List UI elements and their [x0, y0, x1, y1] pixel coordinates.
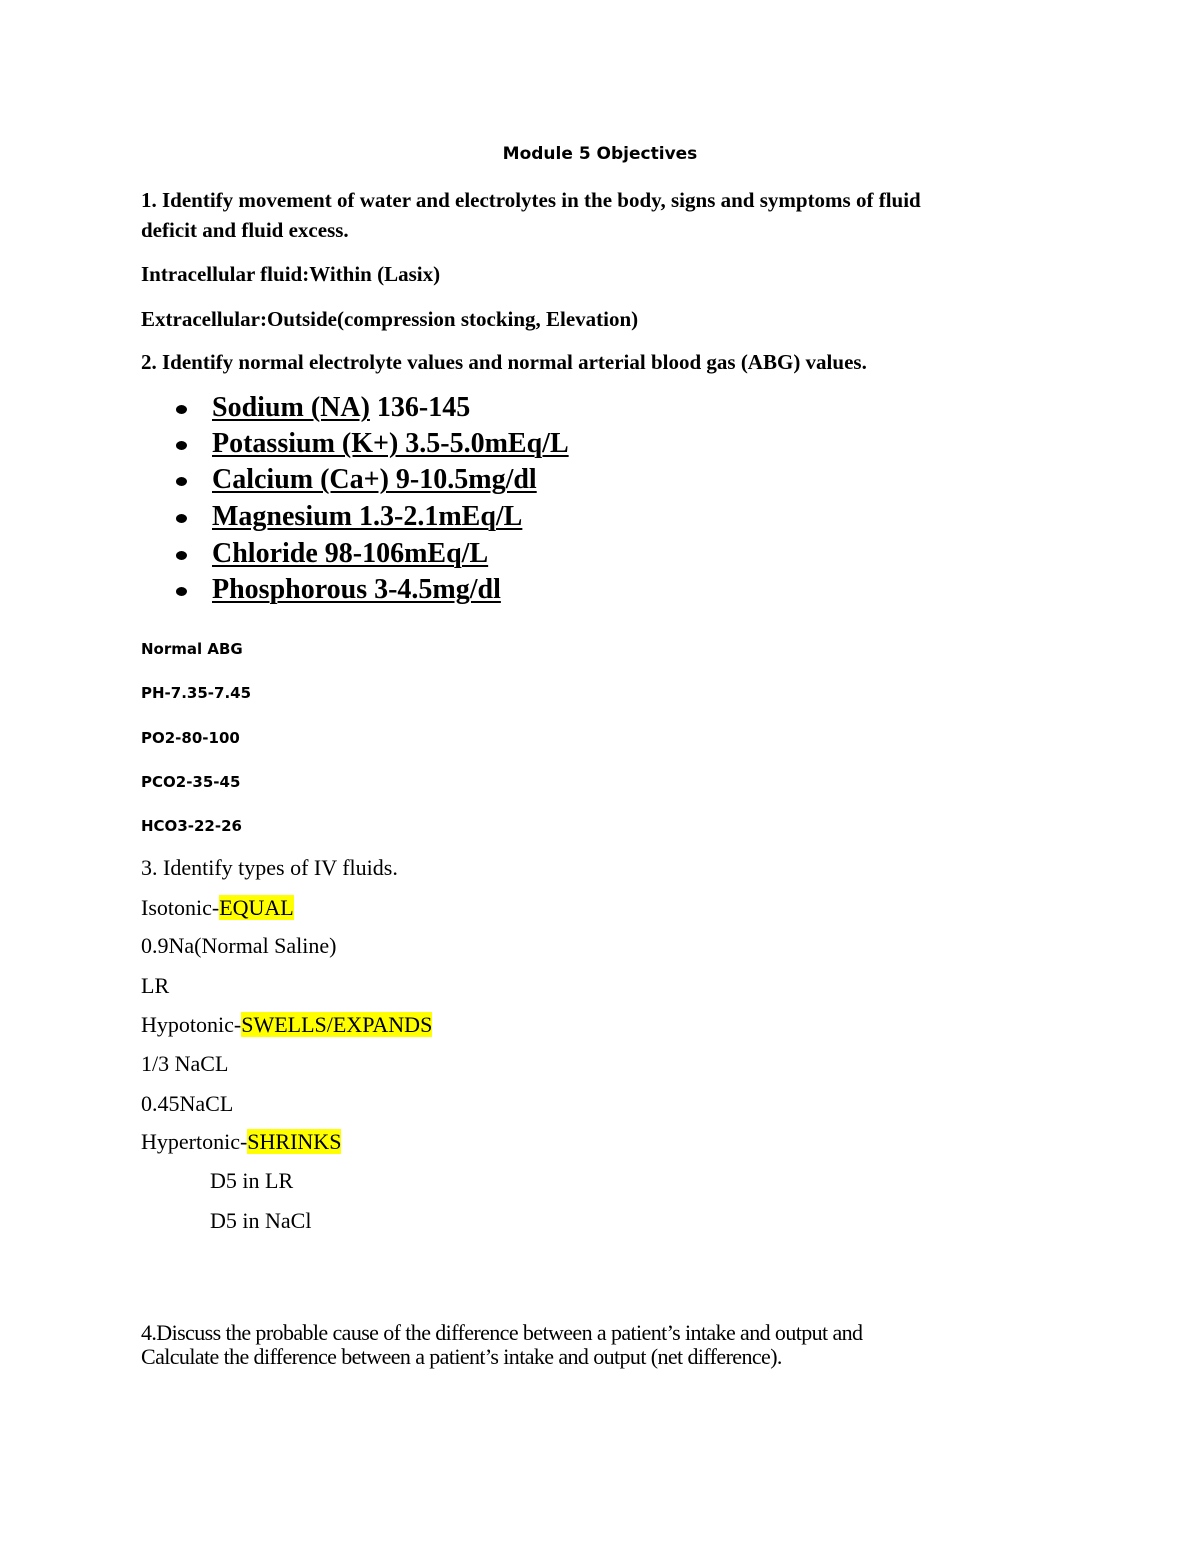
hypotonic-example-2: 0.45NaCL	[141, 1091, 234, 1116]
bullet-icon	[176, 587, 187, 596]
bullet-icon	[176, 405, 187, 414]
objective-4-line-2: Calculate the difference between a patient’s intake and output (net difference).	[141, 1344, 782, 1369]
abg-po2: PO2-80-100	[141, 729, 240, 747]
isotonic-example-1: 0.9Na(Normal Saline)	[141, 933, 337, 958]
bullet-icon	[176, 514, 187, 523]
bullet-icon	[176, 477, 187, 486]
hypotonic-example-1: 1/3 NaCL	[141, 1051, 229, 1076]
electrolyte-label: Potassium (K+) 3.5-5.0mEq/L	[212, 428, 569, 459]
intracellular-fluid-note: Intracellular fluid:Within (Lasix)	[141, 262, 441, 286]
isotonic-example-2: LR	[141, 973, 170, 998]
abg-hco3: HCO3-22-26	[141, 817, 242, 835]
hypotonic-highlight: SWELLS/EXPANDS	[241, 1012, 433, 1037]
electrolyte-label: Magnesium 1.3-2.1mEq/L	[212, 501, 523, 532]
hypertonic-label: Hypertonic-	[141, 1129, 248, 1154]
objective-1-line-2: deficit and fluid excess.	[141, 218, 349, 242]
extracellular-fluid-note: Extracellular:Outside(compression stocking, Elevation)	[141, 307, 639, 331]
isotonic-line	[141, 895, 294, 921]
objective-3-heading: 3. Identify types of IV fluids.	[141, 855, 398, 880]
objective-2-heading: 2. Identify normal electrolyte values and normal arterial blood gas (ABG) values.	[141, 350, 867, 374]
hypertonic-highlight: SHRINKS	[247, 1129, 342, 1154]
electrolyte-label: Calcium (Ca+) 9-10.5mg/dl	[212, 464, 537, 495]
abg-heading: Normal ABG	[141, 640, 243, 658]
bullet-icon	[176, 441, 187, 450]
hypotonic-label: Hypotonic-	[141, 1012, 242, 1037]
hypertonic-example-2: D5 in NaCl	[210, 1208, 312, 1233]
hypotonic-line	[141, 1012, 432, 1038]
electrolyte-label: Phosphorous 3-4.5mg/dl	[212, 574, 501, 605]
bullet-icon	[176, 551, 187, 560]
page-title: Module 5 Objectives	[502, 144, 698, 164]
abg-ph: PH-7.35-7.45	[141, 684, 252, 702]
isotonic-label: Isotonic-	[141, 895, 220, 920]
objective-1-line-1: 1. Identify movement of water and electrolytes in the body, signs and symptoms of fluid	[141, 188, 921, 212]
hypertonic-example-1: D5 in LR	[210, 1168, 294, 1193]
electrolyte-label: Chloride 98-106mEq/L	[212, 538, 489, 569]
electrolyte-label: Sodium (NA)	[212, 392, 370, 423]
abg-pco2: PCO2-35-45	[141, 773, 241, 791]
electrolyte-value: 136-145	[369, 392, 471, 423]
objective-4-line-1: 4.Discuss the probable cause of the difference between a patient’s intake and output and	[141, 1320, 863, 1345]
isotonic-highlight: EQUAL	[219, 895, 294, 920]
hypertonic-line	[141, 1129, 341, 1155]
